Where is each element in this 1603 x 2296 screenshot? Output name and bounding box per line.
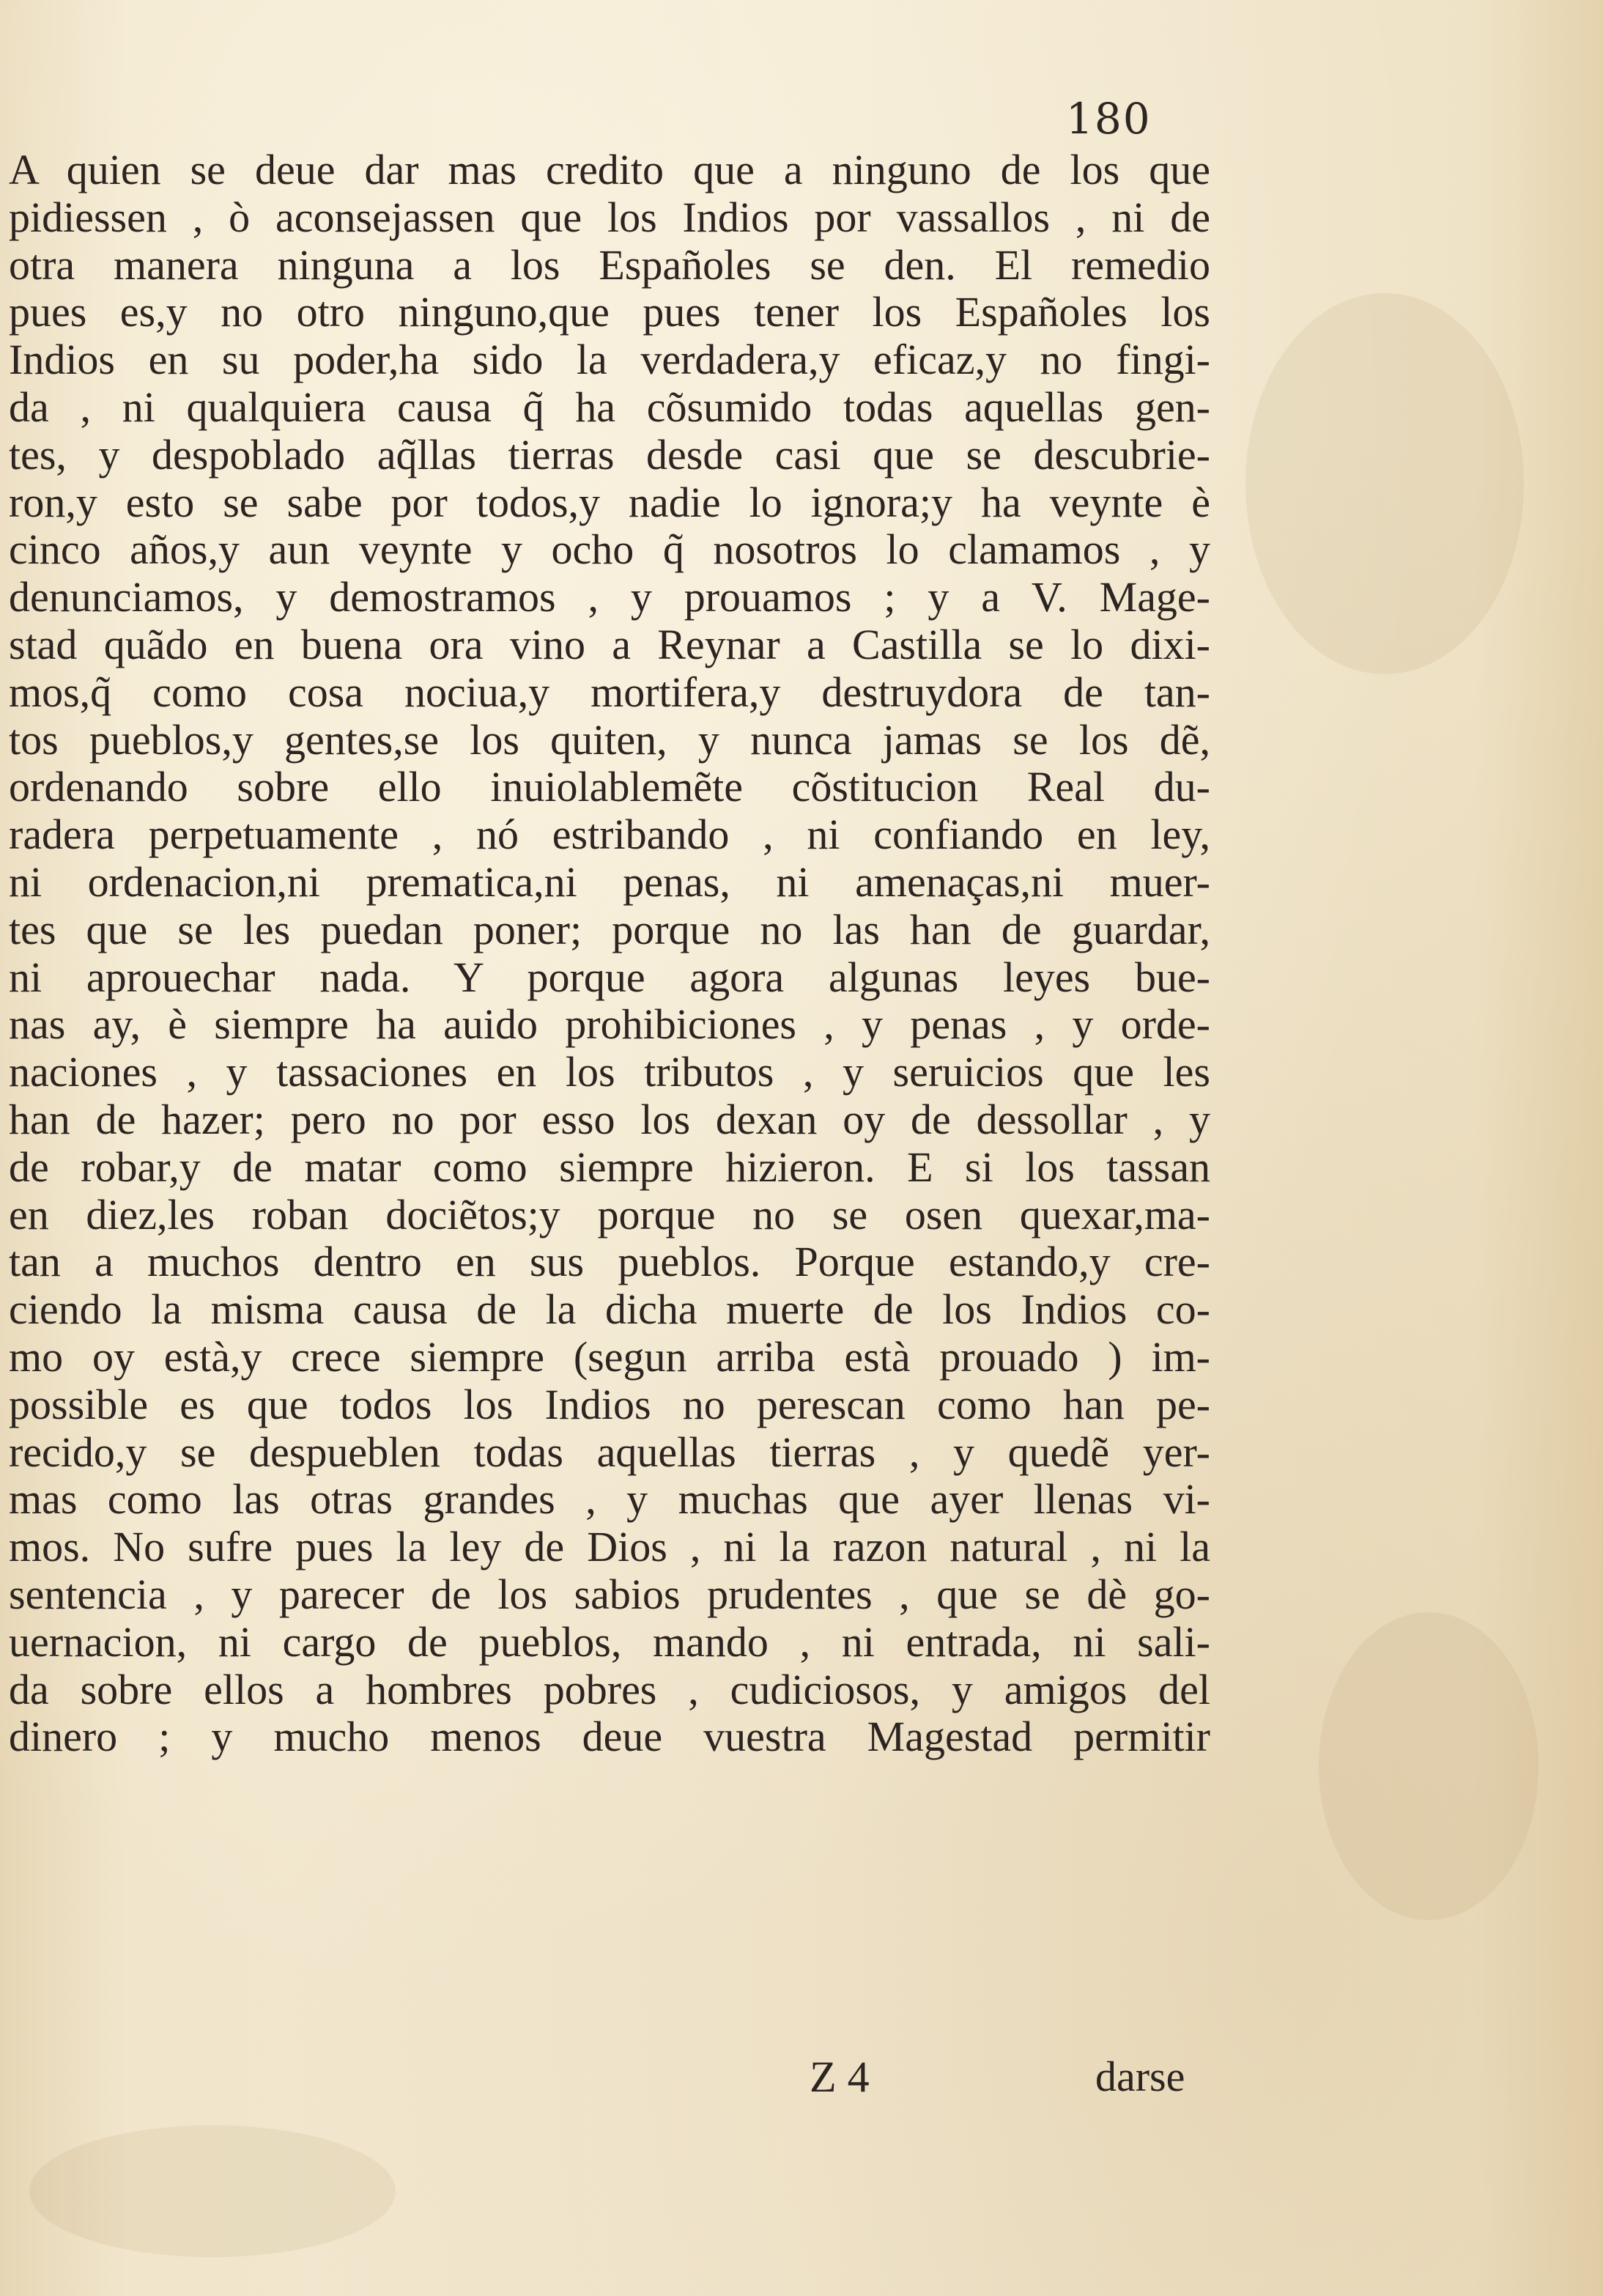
text-line: mos. No sufre pues la ley de Dios , ni la razon natural , ni la bbox=[9, 1523, 1210, 1571]
text-line: ni ordenacion,ni prematica,ni penas, ni amenaças,ni muer- bbox=[9, 857, 1210, 906]
text-line: da , ni qualquiera causa q̃ ha cõsumido todas aquellas gen- bbox=[9, 383, 1210, 431]
text-line: pidiessen , ò aconsejassen que los Indios por vassallos , ni de bbox=[9, 193, 1210, 241]
text-line: ciendo la misma causa de la dicha muerte de los Indios co- bbox=[9, 1285, 1210, 1334]
text-line: mo oy està,y crece siempre (segun arriba està prouado ) im- bbox=[9, 1332, 1210, 1381]
text-line: tos pueblos,y gentes,se los quiten, y nunca jamas se los dẽ, bbox=[9, 715, 1210, 764]
text-line: en diez,les roban dociẽtos;y porque no se osen quexar,ma- bbox=[9, 1190, 1210, 1239]
text-line: nas ay, è siempre ha auido prohibiciones , y penas , y orde- bbox=[9, 1000, 1210, 1049]
text-line: da sobre ellos a hombres pobres , cudiciosos, y amigos del bbox=[9, 1665, 1210, 1713]
text-line: tes que se les puedan poner; porque no las han de guardar, bbox=[9, 905, 1210, 953]
text-line: recido,y se despueblen todas aquellas tierras , y quedẽ yer- bbox=[9, 1428, 1210, 1476]
text-line: uernacion, ni cargo de pueblos, mando , ni entrada, ni sali- bbox=[9, 1617, 1210, 1666]
text-line: radera perpetuamente , nó estribando , ni confiando en ley, bbox=[9, 811, 1210, 859]
text-line: tes, y despoblado aq̃llas tierras desde casi que se descubrie- bbox=[9, 430, 1210, 479]
text-line: sentencia , y parecer de los sabios prudentes , que se dè go- bbox=[9, 1570, 1210, 1618]
text-line: pues es,y no otro ninguno,que pues tener los Españoles los bbox=[9, 288, 1210, 336]
text-line: possible es que todos los Indios no perescan como han pe- bbox=[9, 1380, 1210, 1428]
paper-stain bbox=[29, 2125, 396, 2257]
page-number: 180 bbox=[1066, 94, 1152, 144]
text-line: de robar,y de matar como siempre hizieron. E si los tassan bbox=[9, 1143, 1210, 1191]
text-line: ron,y esto se sabe por todos,y nadie lo ignora;y ha veynte è bbox=[9, 478, 1210, 526]
text-line: stad quãdo en buena ora vino a Reynar a Castilla se lo dixi- bbox=[9, 620, 1210, 668]
text-line: cinco años,y aun veynte y ocho q̃ nosotros lo clamamos , y bbox=[9, 525, 1210, 574]
text-line: denunciamos, y demostramos , y prouamos ; y a V. Mage- bbox=[9, 573, 1210, 621]
text-line: ni aprouechar nada. Y porque agora algunas leyes bue- bbox=[9, 953, 1210, 1001]
body-text bbox=[9, 147, 1210, 1761]
paper-stain bbox=[1245, 293, 1524, 674]
paper-stain bbox=[1319, 1612, 1539, 1920]
text-line: naciones , y tassaciones en los tributos , y seruicios que les bbox=[9, 1048, 1210, 1096]
page-footer bbox=[0, 2052, 1216, 2111]
text-line: tan a muchos dentro en sus pueblos. Porque estando,y cre- bbox=[9, 1238, 1210, 1286]
text-line: ordenando sobre ello inuiolablemẽte cõstitucion Real du- bbox=[9, 763, 1210, 811]
text-line: han de hazer; pero no por esso los dexan oy de dessollar , y bbox=[9, 1095, 1210, 1143]
text-line: mos,q̃ como cosa nociua,y mortifera,y destruydora de tan- bbox=[9, 668, 1210, 716]
text-line: Indios en su poder,ha sido la verdadera,y eficaz,y no fingi- bbox=[9, 336, 1210, 384]
signature-mark: Z 4 bbox=[810, 2053, 870, 2101]
catchword: darse bbox=[1095, 2053, 1185, 2100]
text-line: otra manera ninguna a los Españoles se den. El remedio bbox=[9, 240, 1210, 289]
text-line: dinero ; y mucho menos deue vuestra Magestad permitir bbox=[9, 1713, 1210, 1761]
text-line: A quien se deue dar mas credito que a ninguno de los que bbox=[9, 146, 1210, 193]
text-line: mas como las otras grandes , y muchas que ayer llenas vi- bbox=[9, 1475, 1210, 1524]
